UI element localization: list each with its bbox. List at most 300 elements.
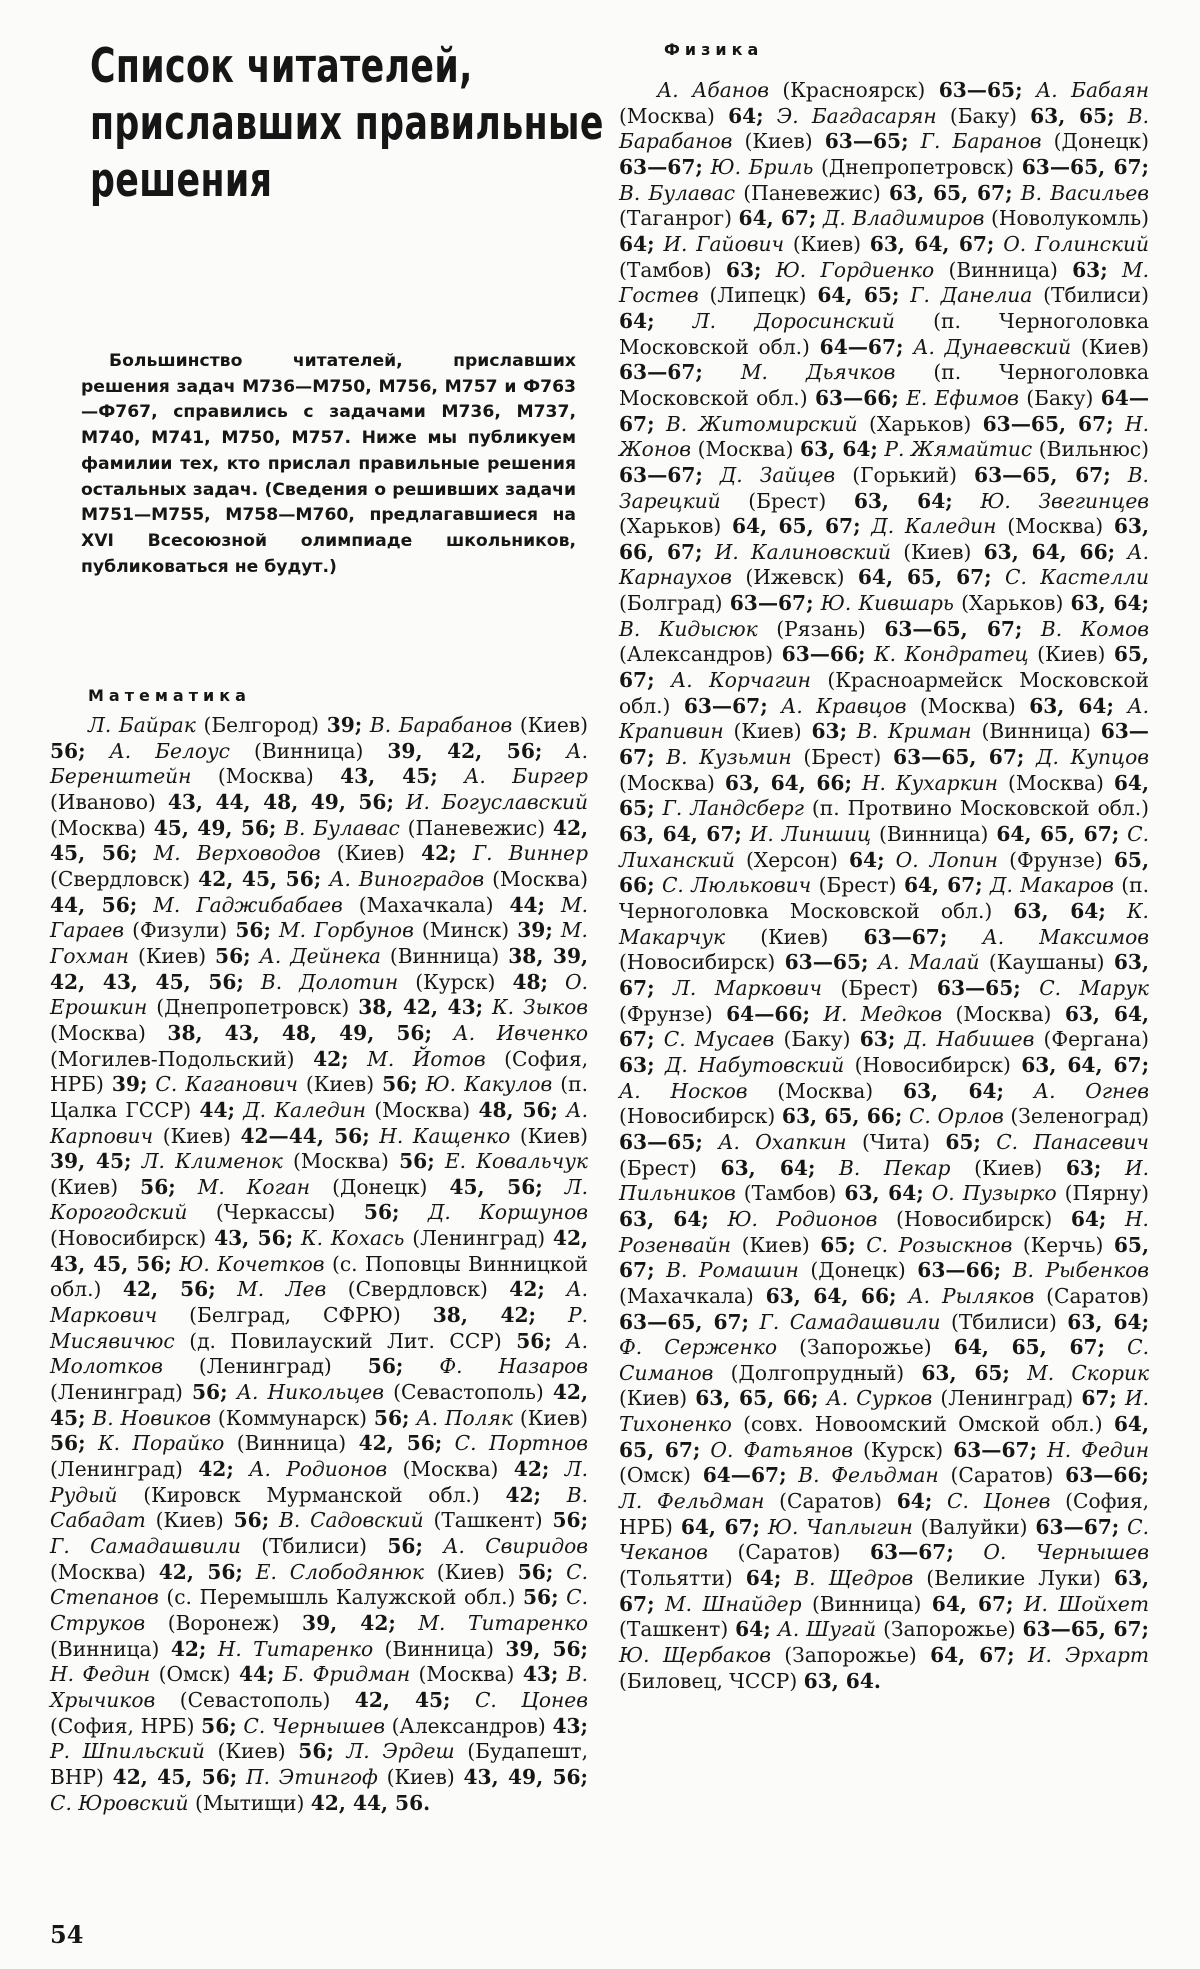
reader-name: Н. Кащенко <box>379 1123 511 1148</box>
reader-entry <box>155 1072 417 1096</box>
solved-problems: 63—65, 67; <box>619 1309 750 1334</box>
reader-name: И. Гайович <box>663 231 785 256</box>
reader-name: А. Дейнека <box>259 943 381 968</box>
reader-name: А. Малай <box>877 950 980 975</box>
solved-problems: 63—67; <box>619 360 703 385</box>
reader-city: (Москва) <box>492 866 588 891</box>
solved-problems: 63, 64; <box>902 1078 1005 1103</box>
reader-city: (Винница) <box>811 1591 922 1616</box>
reader-name: Р. Мисявичюс <box>50 1303 588 1353</box>
solved-problems: 63; <box>811 719 848 744</box>
reader-name: Е. Ковальчук <box>444 1149 588 1174</box>
reader-name: И. Пильников <box>619 1155 1150 1206</box>
solved-problems: 63—67; <box>729 591 814 616</box>
solved-problems: 45, 56; <box>449 1174 543 1199</box>
reader-city: (Фрунзе) <box>1009 847 1103 872</box>
reader-city: (с. Перемышль Калужской обл.) <box>166 1585 516 1610</box>
reader-city: (Киев) <box>436 1559 505 1584</box>
reader-entry <box>142 1149 435 1173</box>
reader-name: С. Панасевич <box>996 1129 1149 1154</box>
reader-city: (Киев) <box>217 1739 286 1764</box>
reader-city: (Долгопрудный) <box>730 1360 905 1385</box>
reader-name: В. Кидысюк <box>619 616 758 641</box>
solved-problems: 65, 66; <box>619 847 1149 898</box>
reader-name: Е. Ефимов <box>906 385 1019 410</box>
solved-problems: 63—65, 67; <box>884 616 1023 641</box>
reader-name: А. Рыляков <box>908 1283 1035 1308</box>
solved-problems: 56; <box>201 1713 237 1738</box>
reader-name: Л. Доросинский <box>692 308 895 333</box>
solved-problems: 64; <box>728 103 764 128</box>
reader-entry <box>715 540 1115 564</box>
reader-name: А. Бабаян <box>1035 78 1149 102</box>
solved-problems: 39, 56; <box>505 1636 588 1661</box>
solved-problems: 64; <box>745 1566 782 1591</box>
reader-city: (Киев) <box>741 1232 810 1257</box>
solved-problems: 63; <box>725 257 762 282</box>
reader-city: (Днепропетровск) <box>821 154 1015 179</box>
reader-entry <box>666 1258 1001 1282</box>
solved-problems: 56; <box>523 1585 559 1610</box>
reader-name: М. Дьячков <box>740 360 896 385</box>
reader-name: Д. Каледин <box>243 1097 366 1122</box>
solved-problems: 42; <box>170 1636 207 1661</box>
reader-city: (Ленинград) <box>412 1226 546 1251</box>
reader-name: О. Чернышев <box>983 1540 1149 1565</box>
reader-city: (Керчь) <box>1022 1232 1104 1257</box>
reader-entry <box>759 1310 1149 1334</box>
reader-name: В. Хрычиков <box>50 1662 589 1712</box>
solved-problems: 63—67; <box>863 924 948 949</box>
reader-city: (Тбилиси) <box>950 1309 1057 1334</box>
solved-problems: 63, 65, 66; <box>781 1104 903 1129</box>
reader-entry <box>778 1617 1149 1641</box>
solved-problems: 63, 67; <box>619 950 1149 1000</box>
reader-city: (Могилев-Подольский) <box>50 1046 295 1071</box>
reader-name: А. Дунаевский <box>913 334 1072 359</box>
solved-problems: 42, 43, 45, 56; <box>50 1226 589 1276</box>
reader-name: А. Родионов <box>249 1457 388 1482</box>
page-title <box>90 38 604 209</box>
solved-problems: 64; <box>735 1617 771 1642</box>
reader-name: С. Симанов <box>619 1335 1149 1385</box>
reader-city: (Киев) <box>137 943 207 968</box>
reader-entry <box>218 1637 588 1661</box>
reader-name: М. Верховодов <box>153 841 321 866</box>
reader-city: (Москва) <box>1007 514 1104 539</box>
reader-city: (п. Черноголовка Московской обл.) <box>619 360 1150 410</box>
solved-problems: 44; <box>199 1097 235 1122</box>
reader-city: (Ижевск) <box>745 565 845 590</box>
reader-entry <box>718 1130 981 1154</box>
reader-city: (Донецк) <box>332 1174 428 1199</box>
solved-problems: 63, 64, 67; <box>869 231 995 256</box>
reader-city: (Баку) <box>1026 385 1094 410</box>
reader-name: К. Макарчук <box>619 899 1149 949</box>
reader-city: (Севастополь) <box>393 1380 544 1405</box>
reader-entry <box>821 591 1149 615</box>
solved-problems: 64, 67; <box>680 1514 760 1539</box>
reader-city: (Севастополь) <box>179 1687 331 1712</box>
solved-problems: 64; <box>619 308 655 333</box>
reader-name: А. Огнев <box>1033 1078 1150 1103</box>
reader-name: Е. Слободянюк <box>255 1559 424 1584</box>
reader-entry <box>50 1534 423 1558</box>
reader-entry <box>666 412 1114 436</box>
solved-problems: 63—65; <box>824 129 909 154</box>
reader-city: (Будапешт, ВНР) <box>50 1739 589 1789</box>
solved-problems: 44; <box>509 892 545 917</box>
reader-name: М. Гараев <box>50 892 589 943</box>
reader-name: О. Ерошкин <box>50 969 588 1020</box>
solved-problems: 63, 64; <box>800 437 878 462</box>
reader-city: (Красноярск) <box>782 78 926 102</box>
reader-name: Ю. Щербаков <box>619 1643 771 1668</box>
reader-entry <box>663 232 994 256</box>
reader-name: А. Маркович <box>50 1277 589 1328</box>
reader-name: В. Фельдман <box>798 1463 939 1488</box>
reader-city: (Омск) <box>158 1662 231 1687</box>
solved-problems: 63—65, 67; <box>1022 1617 1150 1642</box>
reader-city: (Вильнюс) <box>1038 437 1149 462</box>
reader-entry <box>664 1027 896 1051</box>
reader-city: (Новосибирск) <box>854 1052 1011 1077</box>
reader-name: А. Карнаухов <box>619 539 1150 590</box>
solved-problems: 64—67; <box>819 334 904 359</box>
reader-city: (Ленинград) <box>50 1457 183 1482</box>
reader-name: В. Долотин <box>260 969 399 994</box>
reader-entry <box>98 1431 442 1455</box>
reader-name: Г. Данелиа <box>910 283 1033 308</box>
solved-problems: 64, 67; <box>930 1643 1015 1668</box>
solved-problems: 67; <box>1081 1386 1117 1411</box>
solved-problems: 63, 64; <box>619 1206 709 1231</box>
reader-name: В. Рыбенков <box>1012 1258 1150 1283</box>
solved-problems: 42; <box>505 1482 542 1507</box>
reader-entry <box>237 1277 545 1301</box>
reader-name: С. Кастелли <box>1005 565 1150 590</box>
physics-heading: Физика <box>664 40 764 59</box>
reader-city: (Херсон) <box>746 847 838 872</box>
solved-problems: 63; <box>1072 257 1108 282</box>
reader-name: Л. Эрдеш <box>346 1739 455 1764</box>
reader-name: В. Садовский <box>279 1508 424 1533</box>
reader-city: (Таганрог) <box>619 206 732 231</box>
solved-problems: 64, 65, 67; <box>857 565 992 590</box>
reader-name: С. Люлькович <box>661 873 812 898</box>
reader-name: О. Фатьянов <box>710 1437 853 1462</box>
reader-name: Н. Кухаркин <box>861 770 998 795</box>
reader-city: (Москва) <box>50 1559 146 1584</box>
reader-city: (Киев) <box>903 539 972 564</box>
solved-problems: 56; <box>373 1405 410 1430</box>
reader-city: (Брест) <box>818 873 897 898</box>
reader-name: Б. Фридман <box>282 1662 411 1687</box>
solved-problems: 63, 65, 67; <box>889 180 1013 205</box>
reader-name: В. Булавас <box>619 180 736 205</box>
solved-problems: 63—65, 67; <box>893 745 1025 770</box>
reader-entry <box>619 1643 1015 1667</box>
reader-city: (Ленинград) <box>198 1354 332 1379</box>
reader-name: А. Шугай <box>777 1617 877 1642</box>
solved-problems: 42—44, 56; <box>240 1123 370 1148</box>
reader-city: (Винница) <box>253 738 364 763</box>
reader-name: К. Кондратец <box>874 642 1029 667</box>
reader-name: Л. Клименок <box>141 1149 283 1174</box>
solved-problems: 43, 56; <box>214 1226 294 1251</box>
reader-name: А. Виноградов <box>329 866 485 891</box>
reader-name: Д. Макаров <box>990 873 1114 898</box>
reader-name: С. Струков <box>50 1585 589 1635</box>
reader-entry <box>665 1592 1014 1616</box>
solved-problems: 63—65, 67; <box>982 411 1114 436</box>
solved-problems: 63—67; <box>619 719 1149 770</box>
solved-problems: 64, 67; <box>738 206 817 231</box>
reader-name: Н. Федин <box>1047 1437 1150 1462</box>
solved-problems: 56; <box>233 1508 270 1533</box>
reader-entry <box>243 1714 588 1738</box>
solved-problems: 44; <box>238 1662 275 1687</box>
reader-city: (Москва) <box>955 1001 1052 1026</box>
reader-entry <box>50 1791 430 1815</box>
reader-entry <box>768 1515 1119 1539</box>
reader-city: (Пярну) <box>1064 1181 1150 1206</box>
solved-problems: 64, 67; <box>931 1591 1014 1616</box>
solved-problems: 56; <box>367 1354 404 1379</box>
reader-entry <box>619 617 1022 641</box>
reader-name: В. Булавас <box>284 815 400 840</box>
reader-city: (Москва) <box>402 1457 499 1482</box>
solved-problems: 39; <box>111 1072 148 1097</box>
solved-problems: 63, 64; <box>1013 899 1106 923</box>
reader-city: (совх. Новоомский Омской обл.) <box>743 1412 1103 1437</box>
solved-problems: 63; <box>859 1027 896 1052</box>
reader-entry <box>279 1508 588 1532</box>
reader-entry <box>657 78 1023 102</box>
reader-name: О. Пузырко <box>931 1181 1057 1206</box>
reader-name: А. Беренштейн <box>50 738 588 789</box>
reader-city: (Ташкент) <box>619 1617 729 1642</box>
reader-name: Д. Каледин <box>871 514 997 539</box>
solved-problems: 43, 44, 48, 49, 56; <box>167 789 394 814</box>
reader-entry <box>839 1156 1101 1180</box>
reader-city: (Кировск Мурманской обл.) <box>143 1482 480 1507</box>
solved-problems: 63—65, 67; <box>974 462 1111 487</box>
reader-city: (д. Повилауский Лит. ССР) <box>189 1328 502 1353</box>
solved-problems: 45, 49, 56; <box>153 815 277 840</box>
reader-entry <box>826 1386 1116 1410</box>
solved-problems: 56; <box>552 1508 589 1533</box>
reader-entry <box>666 745 1024 769</box>
solved-problems: 42, 56; <box>158 1559 243 1584</box>
reader-city: (Запорожье) <box>799 1335 932 1360</box>
reader-name: Л. Байрак <box>88 713 196 737</box>
reader-city: (Киев) <box>1080 334 1150 359</box>
reader-name: И. Калиновский <box>714 539 892 564</box>
reader-name: М. Титаренко <box>418 1610 589 1635</box>
solved-problems: 39, 42, 56; <box>387 738 543 763</box>
math-heading: Математика <box>88 686 251 705</box>
reader-city: (п. Черноголовка Московской обл.) <box>619 308 1149 359</box>
reader-city: (София, НРБ) <box>50 1713 195 1738</box>
reader-city: (Баку) <box>949 103 1017 128</box>
reader-name: Д. Коршунов <box>427 1200 588 1225</box>
reader-name: А. Карпович <box>50 1097 589 1148</box>
reader-entry <box>279 918 553 942</box>
reader-city: (Москва) <box>50 1020 146 1045</box>
solved-problems: 63, 64; <box>1070 591 1150 616</box>
solved-problems: 63—66; <box>917 1258 1002 1283</box>
solved-problems: 42, 45; <box>354 1687 451 1712</box>
reader-city: (Москва) <box>619 103 715 128</box>
reader-city: (Курск) <box>863 1437 944 1462</box>
reader-city: (Мытищи) <box>194 1790 305 1815</box>
solved-problems: 39, 45; <box>50 1149 132 1174</box>
reader-name: Д. Набишев <box>904 1027 1035 1052</box>
solved-problems: 64; <box>619 231 655 256</box>
reader-city: (Чита) <box>861 1129 930 1154</box>
reader-city: (Винница) <box>948 257 1058 282</box>
reader-city: (Винница) <box>236 1431 347 1456</box>
reader-name: В. Комов <box>1040 616 1150 641</box>
reader-city: (Коммунарск) <box>217 1405 368 1430</box>
reader-city: (Ташкент) <box>433 1508 543 1533</box>
solved-problems: 56; <box>50 738 86 763</box>
reader-city: (Москва) <box>777 1078 874 1103</box>
solved-problems: 64; <box>849 847 885 872</box>
reader-city: (Тамбов) <box>743 1181 837 1206</box>
reader-entry <box>261 970 548 994</box>
reader-city: (Харьков) <box>961 591 1064 616</box>
reader-city: (Москва) <box>1007 770 1104 795</box>
reader-city: (Киев) <box>305 1072 375 1097</box>
reader-entry <box>256 1560 554 1584</box>
solved-problems: 42; <box>509 1277 545 1302</box>
reader-entry <box>243 1098 558 1122</box>
reader-name: С. Орлов <box>908 1104 1004 1129</box>
reader-name: И. Линшиц <box>749 822 872 847</box>
reader-name: Ф. Серженко <box>619 1335 777 1360</box>
reader-name: М. Горбунов <box>278 918 414 943</box>
solved-problems: 56; <box>399 1149 435 1174</box>
reader-city: (Харьков) <box>869 411 972 436</box>
reader-name: Ю. Кочетков <box>179 1251 325 1276</box>
solved-problems: 64, 65, 67; <box>731 514 861 539</box>
reader-city: (Новосибирск) <box>896 1206 1053 1231</box>
reader-name: А. Кравцов <box>781 693 907 718</box>
reader-city: (п. Протвино Московской обл.) <box>811 796 1150 821</box>
reader-city: (Киев) <box>792 231 861 256</box>
solved-problems: 64—66; <box>726 1001 810 1026</box>
reader-name: Ю. Бриль <box>710 154 814 179</box>
reader-city: (Физули) <box>132 918 228 943</box>
reader-city: (Паневежис) <box>743 180 881 205</box>
reader-name: В. Пекар <box>839 1155 951 1180</box>
reader-city: (Воронеж) <box>167 1610 280 1635</box>
reader-city: (Москва) <box>217 764 314 789</box>
reader-city: (Свердловск) <box>347 1277 488 1302</box>
solved-problems: 56; <box>215 943 251 968</box>
solved-problems: 38, 42; <box>432 1303 536 1328</box>
reader-city: (Киев) <box>744 129 813 154</box>
reader-name: С. Юровский <box>50 1790 189 1815</box>
reader-city: (Паневежис) <box>407 815 546 840</box>
reader-name: П. Этингоф <box>245 1764 378 1789</box>
solved-problems: 63—65; <box>936 975 1021 1000</box>
reader-city: (Харьков) <box>619 514 722 539</box>
title-line: решения <box>90 153 273 208</box>
reader-city: (с. Поповцы Винницкой обл.) <box>50 1251 588 1302</box>
reader-city: (Москва) <box>293 1149 389 1174</box>
reader-city: (Винница) <box>981 719 1091 744</box>
reader-name: Ю. Родионов <box>727 1206 878 1231</box>
solved-problems: 63—67; <box>869 1540 954 1565</box>
solved-problems: 42, 56; <box>358 1431 443 1456</box>
reader-name: Г. Виннер <box>472 841 588 866</box>
reader-entry <box>283 1662 558 1686</box>
reader-name: В. Новиков <box>92 1405 212 1430</box>
reader-name: А. Корчагин <box>671 668 811 693</box>
solved-problems: 42; <box>313 1046 349 1071</box>
solved-problems: 42; <box>513 1457 550 1482</box>
reader-name: С. Марук <box>1039 975 1149 1000</box>
reader-city: (Новосибирск) <box>619 1104 776 1129</box>
solved-problems: 63, 65; <box>1030 103 1115 128</box>
reader-name: В. Ромашин <box>666 1258 799 1283</box>
reader-city: (Великие Луки) <box>926 1566 1101 1591</box>
reader-city: (Киев) <box>336 841 405 866</box>
reader-city: (Киев) <box>162 1123 231 1148</box>
reader-name: Н. Федин <box>50 1662 151 1687</box>
reader-city: (Свердловск) <box>50 866 191 891</box>
solved-problems: 63, 65; <box>921 1360 1010 1385</box>
solved-problems: 42, 45; <box>50 1380 588 1430</box>
reader-name: Ю. Чаплыгин <box>767 1514 913 1539</box>
reader-name: А. Охапкин <box>718 1129 847 1154</box>
reader-entry <box>50 1739 334 1763</box>
solved-problems: 63, 64, 67; <box>619 1001 1150 1052</box>
solved-problems: 65; <box>820 1232 856 1257</box>
reader-entry <box>711 155 1149 179</box>
reader-name: С. Степанов <box>50 1559 589 1610</box>
reader-city: (Киев) <box>760 924 829 949</box>
reader-name: М. Коган <box>197 1174 311 1199</box>
solved-problems: 63, 64. <box>803 1668 881 1693</box>
reader-city: (Зеленоград) <box>1010 1104 1149 1129</box>
reader-name: С. Цонев <box>474 1687 589 1712</box>
reader-entry <box>198 1175 543 1199</box>
reader-city: (Запорожье) <box>784 1643 917 1668</box>
reader-entry <box>727 1207 1106 1231</box>
reader-name: С. Чернышев <box>243 1713 385 1738</box>
reader-name: Н. Титаренко <box>217 1636 374 1661</box>
reader-entry <box>710 1438 1037 1462</box>
reader-entry <box>110 739 543 763</box>
reader-city: (Саратов) <box>950 1463 1054 1488</box>
reader-name: Р. Шпильский <box>50 1739 205 1764</box>
reader-city: (Белград, СФРЮ) <box>189 1303 401 1328</box>
reader-name: С. Цонев <box>947 1489 1051 1514</box>
solved-problems: 63—67; <box>953 1437 1038 1462</box>
reader-city: (Тбилиси) <box>261 1534 368 1558</box>
reader-entry <box>781 694 1114 718</box>
reader-name: С. Портнов <box>454 1431 588 1456</box>
reader-name: С. Каганович <box>155 1072 298 1097</box>
reader-city: (Саратов) <box>1046 1283 1150 1308</box>
solved-problems: 56; <box>517 1559 554 1584</box>
solved-problems: 63—65; <box>938 78 1023 102</box>
reader-entry <box>88 713 362 737</box>
